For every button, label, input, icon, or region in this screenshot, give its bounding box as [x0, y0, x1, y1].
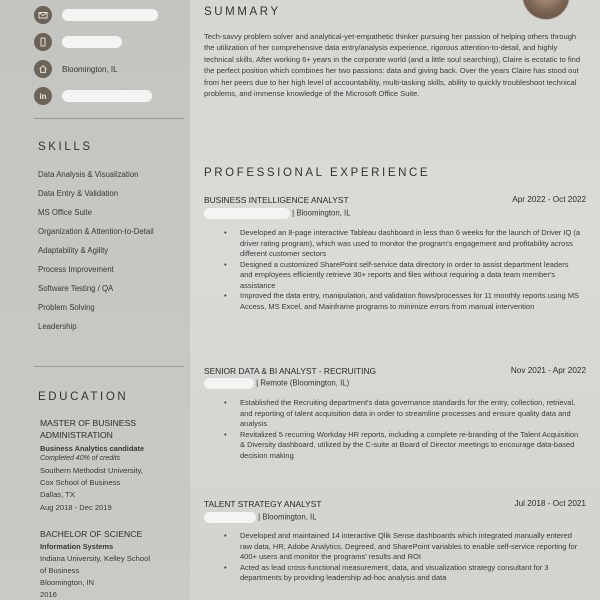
redaction [62, 90, 152, 102]
contact-linkedin[interactable] [34, 87, 152, 105]
contact-phone-text [62, 36, 122, 48]
main-content [192, 0, 600, 600]
edu-dates: 2016 [40, 590, 57, 599]
experience-heading: PROFESSIONAL EXPERIENCE [204, 167, 431, 179]
summary-text: Tech-savvy problem solver and analytical-yet-empathetic thinker pursuing her passion of helping others through the utilization of her comprehensive data entry/analysis experience, rigorous attention-to-detail, and highly technical skills. After working 6+ years in the corporate world (and a little soul searching), Claire is ecstatic to find the perfect position which combines her two passions: data and giving back. Over the years Claire has stood out from her peers due to her high level of accountability, multi-tasking skills, ability to quickly troubleshoot technical problems, and immense knowledge of the Microsoft Office Suite. [204, 32, 581, 99]
redaction [62, 36, 122, 48]
edu-major: Information Systems [40, 542, 114, 551]
bullet-item: • Designed a customized SharePoint self-service data directory in order to assist department leaders and employees efficiently retrieve 30+ reports and files without requiring a data team member's assistance [222, 260, 582, 292]
skill-item: Leadership [38, 322, 77, 331]
job-location: | Bloomington, IL [292, 208, 351, 218]
home-icon [34, 60, 52, 78]
linkedin-icon [34, 87, 52, 105]
job-location: | Remote (Bloomington, IL) [256, 378, 350, 388]
job-title: TALENT STRATEGY ANALYST [204, 499, 322, 509]
contact-email[interactable] [34, 6, 158, 24]
job-company [204, 378, 349, 389]
divider [34, 366, 184, 367]
skill-item: Data Entry & Validation [38, 189, 119, 198]
job-company [204, 208, 351, 219]
job-company [204, 512, 317, 523]
edu-major: Business Analytics candidate [40, 444, 145, 453]
redaction [62, 9, 158, 21]
linkedin-glyph: in [39, 91, 47, 101]
bullet-item: • Improved the data entry, manipulation, and validation flows/processes for 11 monthly reports using MS Access, MS Excel, and Mainframe programs to minimize errors from manual intervention [222, 291, 582, 312]
skill-item: MS Office Suite [38, 208, 93, 217]
job-bullets [222, 531, 582, 584]
edu-school: Southern Methodist University, [40, 466, 143, 475]
contact-location-text: Bloomington, IL [62, 64, 118, 74]
job-title: BUSINESS INTELLIGENCE ANALYST [204, 195, 349, 205]
edu-note: Completed 40% of credits [40, 455, 121, 462]
skill-item: Data Analysis & Visualization [38, 170, 139, 179]
bullet-item: • Acted as lead cross-functional measurement, data, and visualization strategy consultant for 3 departments by providing leadership ad-hoc analysis and data [222, 563, 582, 584]
redaction [204, 208, 290, 219]
skills-heading: SKILLS [38, 141, 93, 153]
job-title: SENIOR DATA & BI ANALYST - RECRUITING [204, 366, 377, 376]
edu-school: Cox School of Business [40, 478, 121, 487]
edu-degree: BACHELOR OF SCIENCE [40, 529, 143, 539]
job-dates: Jul 2018 - Oct 2021 [514, 499, 586, 508]
job-location: | Bloomington, IL [258, 512, 317, 522]
contact-linkedin-text [62, 90, 152, 102]
job-dates: Nov 2021 - Apr 2022 [510, 366, 586, 375]
education-heading: EDUCATION [38, 391, 129, 403]
edu-school: of Business [40, 566, 80, 575]
skill-item: Software Testing / QA [38, 284, 114, 293]
edu-location: Dallas, TX [40, 490, 75, 499]
skill-item: Organization & Attention-to-Detail [38, 227, 154, 236]
contact-phone[interactable] [34, 33, 122, 51]
skill-item: Problem Solving [38, 303, 95, 312]
email-icon [34, 6, 52, 24]
redaction [204, 512, 256, 523]
sidebar [0, 0, 190, 600]
skill-item: Process Improvement [38, 265, 114, 274]
job-bullets [222, 228, 582, 312]
edu-location: Bloomington, IN [40, 578, 95, 587]
profile-photo [522, 0, 570, 20]
bullet-item: • Developed and maintained 14 interactive Qlik Sense dashboards which integrated manually entered raw data, HR, Adobe Analytics, Degreed, and SharePoint variables to enable self-service reporting for 400+ users and monitor the programs' results and ROI [222, 531, 582, 563]
contact-email-text [62, 9, 158, 21]
job-bullets [222, 398, 582, 461]
summary-heading: SUMMARY [204, 6, 281, 18]
edu-dates: Aug 2018 - Dec 2019 [40, 503, 112, 512]
edu-degree: MASTER OF BUSINESS [40, 418, 136, 428]
job-dates: Apr 2022 - Oct 2022 [512, 195, 586, 204]
edu-school: Indiana University, Kelley School [40, 554, 151, 563]
divider [34, 118, 184, 119]
redaction [204, 378, 254, 389]
edu-degree: ADMINISTRATION [40, 430, 113, 440]
skill-item: Adaptability & Agility [38, 246, 109, 255]
phone-icon [34, 33, 52, 51]
bullet-item: • Revitalized 5 recurring Workday HR reports, including a complete re-branding of the Talent Acquisition & Diversity dashboard, utilized by the C-suite at Board of Director meetings to encourage data-based decision making [222, 430, 582, 462]
bullet-item: • Established the Recruiting department's data governance standards for the entry, collection, retrieval, and reporting of talent acquisition data in order to streamline processes and ensure quality data and analysis [222, 398, 582, 430]
bullet-item: • Developed an 8-page interactive Tableau dashboard in less than 6 weeks for the launch of Driver IQ (a driver rating program), which was used to monitor the program's engagement and profitability across different customer sectors [222, 228, 582, 260]
contact-location [34, 60, 118, 78]
